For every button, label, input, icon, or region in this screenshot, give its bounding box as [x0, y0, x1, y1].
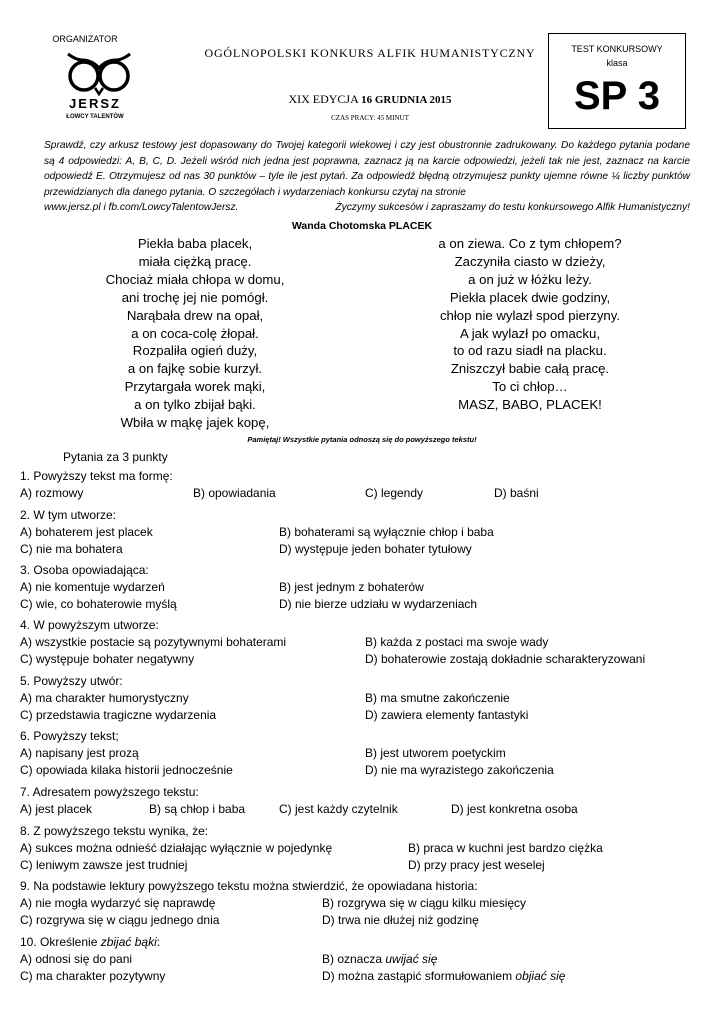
contest-title: OGÓLNOPOLSKI KONKURS ALFIK HUMANISTYCZNY	[204, 46, 536, 60]
section-label: Pytania za 3 punkty	[63, 450, 168, 464]
answer-option-text: D) można zastąpić sformułowaniem	[322, 969, 516, 983]
poem-line: Zaczyniła ciasto w dzieży,	[454, 253, 606, 269]
question-title-emphasis: zbijać bąki	[100, 935, 157, 949]
answer-option: B) jest jednym z bohaterów	[279, 580, 424, 594]
answer-option: D) nie bierze udziału w wydarzeniach	[279, 597, 478, 611]
answer-option: C) nie ma bohatera	[20, 542, 123, 556]
answer-option: C) leniwym zawsze jest trudniej	[20, 858, 188, 872]
answer-option	[322, 969, 565, 983]
poem-line: to od razu siadł na placku.	[453, 343, 607, 359]
question-title: 5. Powyższy utwór:	[20, 674, 123, 688]
instructions	[44, 138, 690, 216]
poem-line: ani trochę jej nie pomógł.	[121, 289, 269, 305]
class-code: SP 3	[574, 74, 660, 118]
brand-name: JERSZ	[69, 96, 121, 111]
answer-option: D) bohaterowie zostają dokładnie scharakteryzowani	[365, 652, 646, 666]
owl-logo-icon	[62, 50, 136, 96]
answer-option: B) ma smutne zakończenie	[365, 691, 510, 705]
wish-text: Życzymy sukcesów i zapraszamy do testu konkursowego Alfik Humanistyczny!	[335, 202, 690, 214]
question-title	[20, 935, 160, 949]
poem-line: a on tylko zbijał bąki.	[134, 397, 256, 413]
answer-option: A) nie komentuje wydarzeń	[20, 580, 165, 594]
answer-option: C) opowiada kilaka historii jednocześnie	[20, 763, 233, 777]
answer-option: A) napisany jest prozą	[20, 746, 139, 760]
answer-option: D) przy pracy jest weselej	[408, 858, 545, 872]
poem-line: Rozpaliła ogień duży,	[132, 343, 258, 359]
poem-line: To ci chłop…	[492, 379, 568, 395]
poem-line: miała ciężką pracę.	[138, 253, 252, 269]
notice: Pamiętaj! Wszystkie pytania odnoszą się do powyższego tekstu!	[247, 435, 477, 444]
answer-option: A) ma charakter humorystyczny	[20, 691, 189, 705]
answer-option: C) ma charakter pozytywny	[20, 969, 166, 983]
answer-option-text: B) oznacza	[322, 952, 386, 966]
question-title: 9. Na podstawie lektury powyższego tekstu można stwierdzić, że opowiadana historia:	[20, 879, 478, 893]
answer-option: C) występuje bohater negatywny	[20, 652, 195, 666]
answer-option: B) każda z postaci ma swoje wady	[365, 635, 549, 649]
organizer-label: ORGANIZATOR	[52, 34, 118, 44]
answer-option: B) opowiadania	[193, 486, 276, 500]
answer-option: B) jest utworem poetyckim	[365, 746, 506, 760]
instructions-text: Sprawdź, czy arkusz testowy jest dopasowany do Twojej kategorii wiekowej i czy jest obustronnie zadrukowany. Do każdego pytania podane są 4 odpowiedzi: A, B, C, D. Jeżeli wśród nich jedna jest poprawna, zaznacz ją na karcie odpowiedzi, jeżeli tak nie jest, zaznacz na karcie odpowiedź E. Otrzymujesz od nas 30 punktów – tyle ile jest pytań. Za odpowiedź błędną otrzymujesz punkty ujemne równe ¼ liczby punktów przewidzianych dla danego pytania. O szczegółach i wydarzeniach konkursu czytaj na stronie	[44, 140, 690, 198]
edition-label: XIX EDYCJA	[288, 92, 359, 106]
answer-option: A) wszystkie postacie są pozytywnymi bohaterami	[20, 635, 287, 649]
poem-line: Piekła baba placek,	[137, 236, 253, 251]
question-title: 4. W powyższym utworze:	[20, 618, 159, 632]
instructions-last-line	[44, 200, 690, 216]
question-title: 3. Osoba opowiadająca:	[20, 563, 149, 577]
answer-option: D) zawiera elementy fantastyki	[365, 708, 529, 722]
answer-option: C) wie, co bohaterowie myślą	[20, 597, 177, 611]
answer-option: A) odnosi się do pani	[20, 952, 133, 966]
answer-option: C) jest każdy czytelnik	[279, 802, 398, 816]
question-title-suffix: :	[156, 935, 161, 949]
poem-line: a on fajkę sobie kurzył.	[127, 361, 263, 377]
answer-option: C) legendy	[365, 486, 424, 500]
question-title: 1. Powyższy tekst ma formę:	[20, 469, 173, 483]
answer-option: D) nie ma wyrazistego zakończenia	[365, 763, 554, 777]
poem-line: a on coca-colę żłopał.	[131, 325, 259, 341]
answer-option: A) rozmowy	[20, 486, 84, 500]
poem-line: a on ziewa. Co z tym chłopem?	[438, 236, 622, 251]
brand-subtitle: ŁOWCY TALENTÓW	[66, 114, 124, 120]
poem-column-left	[95, 235, 295, 432]
question-title: 7. Adresatem powyższego tekstu:	[20, 785, 199, 799]
poem-title: Wanda Chotomska PLACEK	[291, 220, 433, 232]
poem-line: Zniszczył babie całą pracę.	[450, 361, 610, 377]
answer-option: C) przedstawia tragiczne wydarzenia	[20, 708, 217, 722]
poem-line: MASZ, BABO, PLACEK!	[458, 397, 602, 413]
poem-line: Wbiła w mąkę jajek kopę,	[120, 415, 270, 431]
answer-option: B) bohaterami są wyłącznie chłop i baba	[279, 525, 494, 539]
answer-option: A) nie mogła wydarzyć się naprawdę	[20, 896, 216, 910]
answer-option: D) występuje jeden bohater tytułowy	[279, 542, 472, 556]
links-text: www.jersz.pl i fb.com/LowcyTalentowJersz.	[44, 202, 239, 214]
poem-line: Narąbała drew na opał,	[126, 307, 264, 323]
answer-option: B) praca w kuchni jest bardzo ciężka	[408, 841, 603, 855]
answer-option: B) rozgrywa się w ciągu kilku miesięcy	[322, 896, 527, 910]
poem-line: A jak wylazł po omacku,	[460, 325, 600, 341]
answer-option: D) jest konkretna osoba	[451, 802, 578, 816]
class-box-title: TEST KONKURSOWY	[571, 44, 663, 54]
edition-date: 16 GRUDNIA 2015	[361, 94, 452, 106]
poem-line: a on już w łóżku leży.	[468, 271, 592, 287]
edition-line	[160, 92, 580, 107]
question-title: 2. W tym utworze:	[20, 508, 117, 522]
answer-option: B) są chłop i baba	[149, 802, 246, 816]
question-title: 8. Z powyższego tekstu wynika, że:	[20, 824, 209, 838]
answer-option-emphasis: objiać się	[515, 969, 566, 983]
answer-option: D) trwa nie dłużej niż godzinę	[322, 913, 479, 927]
question-title: 6. Powyższy tekst;	[20, 729, 119, 743]
poem-line: Chociaż miała chłopa w domu,	[105, 271, 285, 287]
answer-option-emphasis: uwijać się	[385, 952, 438, 966]
poem-column-right	[420, 235, 640, 414]
answer-option: A) jest placek	[20, 802, 93, 816]
answer-option: C) rozgrywa się w ciągu jednego dnia	[20, 913, 220, 927]
poem-line: chłop nie wylazł spod pierzyny.	[439, 307, 621, 323]
answer-option: D) baśni	[494, 486, 539, 500]
poem-line: Przytargała worek mąki,	[124, 379, 266, 395]
answer-option	[322, 952, 437, 966]
poem-line: Piekła placek dwie godziny,	[449, 289, 611, 305]
answer-option: A) sukces można odnieść działając wyłącznie w pojedynkę	[20, 841, 333, 855]
class-box-label: klasa	[606, 58, 628, 68]
answer-option: A) bohaterem jest placek	[20, 525, 153, 539]
question-title-text: 10. Określenie	[20, 935, 101, 949]
time-limit: CZAS PRACY: 45 MINUT	[331, 114, 409, 122]
